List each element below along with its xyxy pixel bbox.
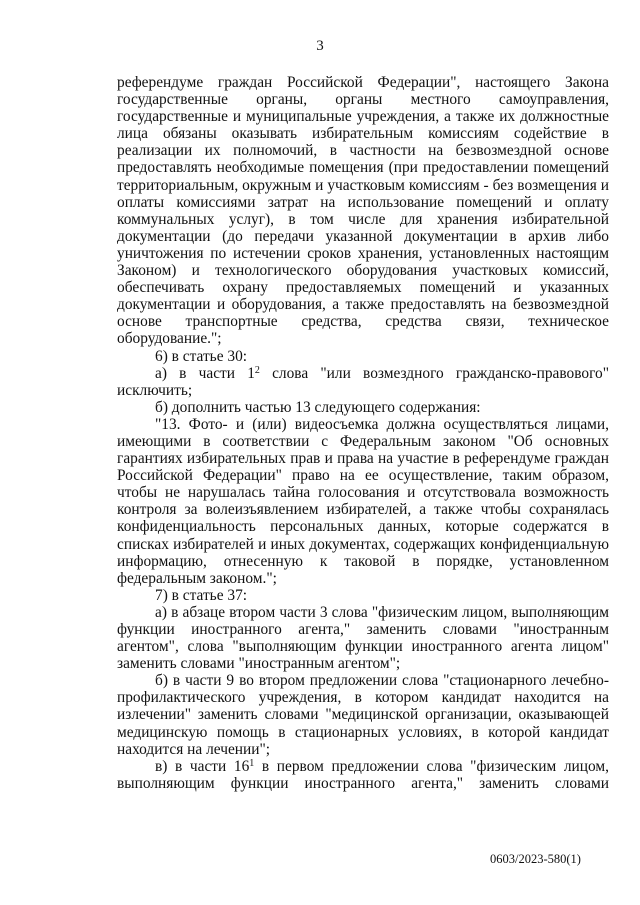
paragraph-heading: 6) в статье 30: [155,347,248,365]
superscript: 1 [249,757,255,769]
paragraph: а) в абзаце втором части 3 слова "физическим лицом, выполняющим функции иностранного агента," заменить словами "иностранным агентом", слова "выполняющим функции иностранного агента лицом" заменить словами "иностранным агентом"; [117,603,609,673]
paragraph-heading: 7) в статье 37: [155,586,248,604]
paragraph-text: а) в части 1 [155,364,255,382]
document-body [117,74,609,792]
paragraph: б) дополнить частью 13 следующего содержания: [155,398,481,416]
paragraph [117,365,609,399]
paragraph-text: в первом предложении слова "физическим лицом, выполняющим функции иностранного агента," заменить словами [117,757,609,792]
document-code: 0603/2023-580(1) [490,852,581,866]
page-number: 3 [316,38,324,54]
paragraph-text: в) в части 16 [155,757,250,775]
paragraph: б) в части 9 во втором предложении слова "стационарного лечебно-профилактического учреждения, в котором кандидат находится на излечении" заменить словами "медицинской организации, оказывающей медицинскую помощь в стационарных условиях, в которой кандидат находится на лечении"; [117,672,609,758]
paragraph-quote: "13. Фото- и (или) видеосъемка должна осуществляться лицами, имеющими в соответствии с Федеральным законом "Об основных гарантиях избирательных прав и права на участие в референдуме граждан Российской Федерации" право на ее осуществление, таким образом, чтобы не нарушалась тайна голосования и отсутствовала возможность контроля за волеизъявлением избирателей, а также чтобы сохранялась конфиденциальность персональных данных, которые содержатся в списках избирателей и иных документах, содержащих конфиденциальную информацию, отнесенную к таковой в порядке, установленном федеральным законом."; [117,415,609,587]
superscript: 2 [254,364,260,376]
paragraph-text: слова "или возмездного гражданско-правового" исключить; [117,364,609,399]
paragraph [117,758,609,792]
paragraph: референдуме граждан Российской Федерации", настоящего Закона государственные органы, органы местного самоуправления, государственные и муниципальные учреждения, а также их должностные лица обязаны оказывать избирательным комиссиям содействие в реализации их полномочий, в частности на безвозмездной основе предоставлять необходимые помещения (при предоставлении помещений территориальным, окружным и участковым комиссиям - без возмещения и оплаты комиссиями затрат на использование помещений и оплату коммунальных услуг), в том числе для хранения избирательной документации (до передачи указанной документации в архив либо уничтожения по истечении сроков хранения, установленных настоящим Законом) и технологического оборудования участковых комиссий, обеспечивать охрану предоставляемых помещений и указанных документации и оборудования, а также предоставлять на безвозмездной основе транспортные средства, средства связи, техническое оборудование."; [117,74,609,348]
